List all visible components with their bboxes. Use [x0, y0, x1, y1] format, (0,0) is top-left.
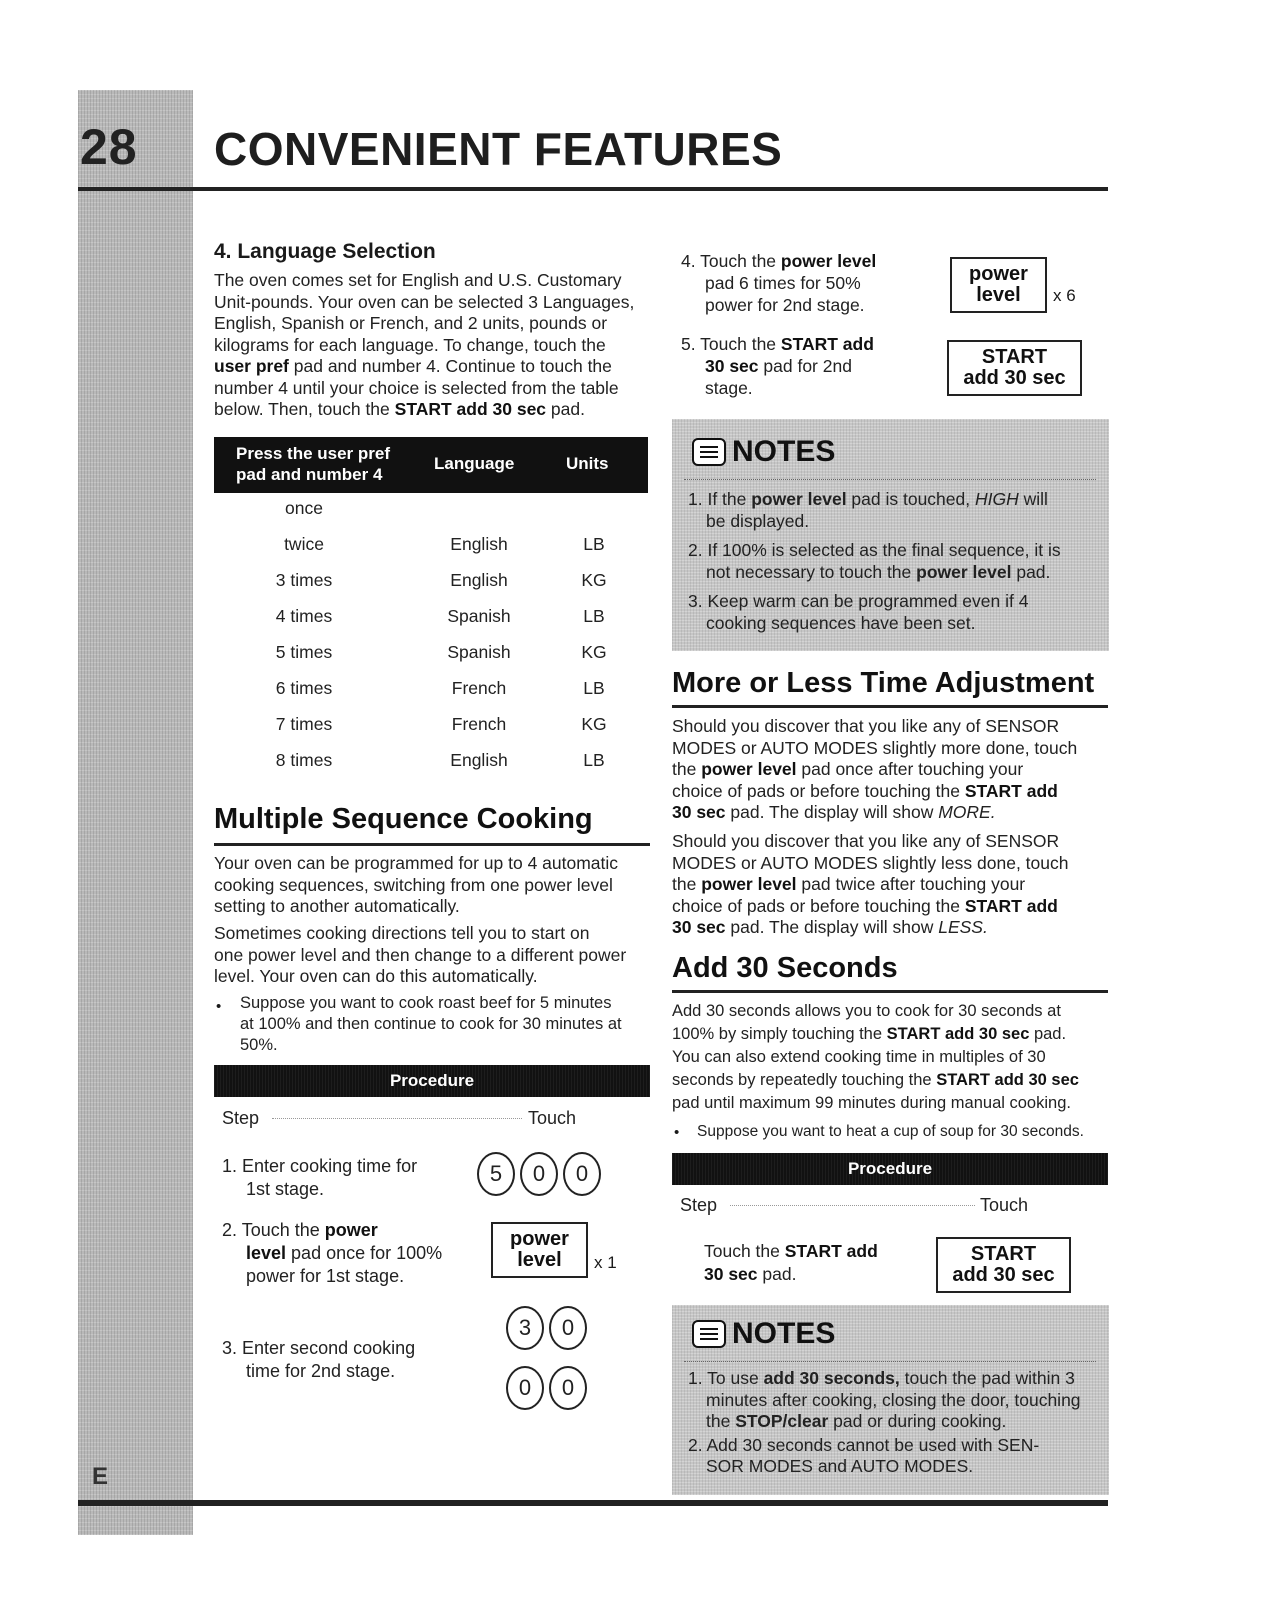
step-1-text: 1. Enter cooking time for 1st stage. [222, 1156, 418, 1199]
multiple-paragraph-1: Your oven can be programmed for up to 4 automatic cooking sequences, switching from one power level setting to another automatically. [214, 853, 619, 916]
add-30-paragraph: Add 30 seconds allows you to cook for 30 seconds at 100% by simply touching the START add 30 sec pad. You can also extend cooking time in multiples of 30 seconds by repeatedly touching the START add 30 sec pad until maximum 99 minutes during manual cooking. [672, 1002, 1079, 1112]
table-row-3-units: KG [581, 570, 607, 590]
footer-rule [78, 1500, 1108, 1506]
add-30-seconds-title: Add 30 Seconds [672, 952, 898, 984]
notes-icon [692, 1320, 726, 1348]
step-2-text: 2. Touch the power level pad once for 100% power for 1st stage. [222, 1220, 443, 1286]
start-add-30-sec-pad[interactable]: START add 30 sec [936, 1237, 1071, 1293]
table-row-4-press: 4 times [275, 606, 333, 626]
table-row-6-language: French [451, 678, 507, 698]
notes-2-list: 1. To use add 30 seconds, touch the pad within 3 minutes after cooking, closing the door, touching the STOP/clear pad or during cooking. 2. Add 30 seconds cannot be used with SEN- SOR MODES and AUTO MODES. [688, 1368, 1081, 1476]
table-row-4-units: LB [583, 606, 605, 626]
step-4-text: 4. Touch the power level pad 6 times for 50% power for 2nd stage. [681, 251, 877, 315]
digit-3-pad[interactable]: 3 [506, 1306, 544, 1350]
step-label-1: Step [222, 1108, 260, 1128]
step-1-digit-pads [477, 1152, 601, 1196]
more-less-paragraph-1: Should you discover that you like any of SENSOR MODES or AUTO MODES slightly more done, touch the power level pad once after touching your choice of pads or before touching the START add 30 sec pad. The display will show MORE. [672, 716, 1078, 822]
touch-label-1: Touch [528, 1108, 577, 1128]
language-intro: The oven comes set for English and U.S. Customary Unit-pounds. Your oven can be selected 3 Languages, English, Spanish or French, and 2 units, pounds or kilograms for each language. To change, touch the user pref pad and number 4. Continue to touch the number 4 until your choice is selected from the table below. Then, touch the START add 30 sec pad. [214, 270, 635, 419]
more-less-title: More or Less Time Adjustment [672, 667, 1095, 699]
header-units: Units [566, 454, 609, 473]
table-row-6-units: LB [583, 678, 605, 698]
multiple-bullet: Suppose you want to cook roast beef for 5 minutes at 100% and then continue to cook for 30 minutes at 50%. [240, 994, 622, 1054]
notes-icon [692, 438, 726, 466]
notes-box-1 [672, 419, 1109, 651]
digit-0-pad[interactable]: 0 [549, 1306, 587, 1350]
touch-label-2: Touch [980, 1195, 1029, 1215]
bullet-dot: • [674, 1124, 680, 1141]
digit-0-pad[interactable]: 0 [506, 1366, 544, 1410]
language-table-body [214, 498, 648, 778]
step-3-digit-pads-row-1 [506, 1306, 587, 1350]
table-row-1-press: once [285, 498, 323, 518]
notes-divider [684, 479, 1096, 480]
table-row-2-language: English [450, 534, 508, 554]
table-row-7-language: French [451, 714, 507, 734]
side-language-letter: E [92, 1463, 109, 1490]
multiple-paragraph-2: Sometimes cooking directions tell you to start on one power level and then change to a different power level. Your oven can do this automatically. [214, 923, 627, 986]
notes-divider [684, 1361, 1096, 1362]
digit-0-pad[interactable]: 0 [563, 1152, 601, 1196]
header-language: Language [434, 454, 515, 473]
multiple-sequence-rule [214, 843, 650, 846]
add-30-seconds-rule [672, 990, 1108, 993]
language-heading: 4. Language Selection [214, 240, 436, 263]
digit-0-pad[interactable]: 0 [549, 1366, 587, 1410]
step-3-text: 3. Enter second cooking time for 2nd stage. [222, 1338, 416, 1381]
more-less-paragraph-2: Should you discover that you like any of SENSOR MODES or AUTO MODES slightly less done, touch the power level pad twice after touching your choice of pads or before touching the START add 30 sec pad. The display will show LESS. [672, 831, 1069, 937]
left-margin-band [78, 90, 193, 1535]
multiple-sequence-title: Multiple Sequence Cooking [214, 803, 593, 835]
step-5-text: 5. Touch the START add 30 sec pad for 2nd stage. [681, 334, 874, 398]
header-press: Press the user pref pad and number 4 [236, 444, 391, 484]
notes-1-list: 1. If the power level pad is touched, HIGH will be displayed. 2. If 100% is selected as the final sequence, it is not necessary to touch the power level pad. 3. Keep warm can be programmed even if 4 cooking sequences have been set. [688, 489, 1061, 633]
step-touch-dots-1 [272, 1118, 522, 1119]
table-row-7-press: 7 times [275, 714, 333, 734]
table-row-8-units: LB [583, 750, 605, 770]
table-row-8-press: 8 times [275, 750, 333, 770]
bullet-dot: • [216, 998, 222, 1015]
page-title: CONVENIENT FEATURES [214, 123, 783, 175]
table-row-5-press: 5 times [275, 642, 333, 662]
notes-box-2 [672, 1305, 1109, 1495]
step-label-2: Step [680, 1195, 718, 1215]
table-row-2-units: LB [583, 534, 605, 554]
add-30-bullet: Suppose you want to heat a cup of soup for 30 seconds. [697, 1123, 1084, 1140]
language-section [214, 240, 654, 421]
step-touch-dots-2 [730, 1205, 975, 1206]
notes-title: NOTES [692, 435, 835, 469]
header-rule [78, 187, 1108, 191]
table-row-7-units: KG [581, 714, 607, 734]
procedure-bar-1: Procedure [214, 1065, 650, 1097]
language-table-header [214, 437, 648, 493]
table-row-3-language: English [450, 570, 508, 590]
step-3-digit-pads-row-2 [506, 1366, 587, 1410]
table-row-4-language: Spanish [447, 606, 511, 626]
table-row-8-language: English [450, 750, 508, 770]
procedure-bar-2: Procedure [672, 1153, 1108, 1185]
power-level-pad[interactable]: power level [491, 1222, 588, 1278]
table-row-3-press: 3 times [275, 570, 333, 590]
step-2-times: x 1 [594, 1253, 617, 1272]
start-add-30-sec-pad[interactable]: START add 30 sec [947, 340, 1082, 396]
power-level-pad[interactable]: power level [950, 257, 1047, 313]
step-4-times: x 6 [1053, 286, 1076, 305]
more-less-rule [672, 705, 1108, 708]
table-row-5-units: KG [581, 642, 607, 662]
table-row-6-press: 6 times [275, 678, 333, 698]
digit-0-pad[interactable]: 0 [520, 1152, 558, 1196]
digit-5-pad[interactable]: 5 [477, 1152, 515, 1196]
table-row-2-press: twice [284, 534, 324, 554]
table-row-5-language: Spanish [447, 642, 511, 662]
page-number: 28 [80, 119, 138, 175]
add-30-step-text: Touch the START add 30 sec pad. [704, 1241, 878, 1284]
notes-title: NOTES [692, 1317, 835, 1351]
